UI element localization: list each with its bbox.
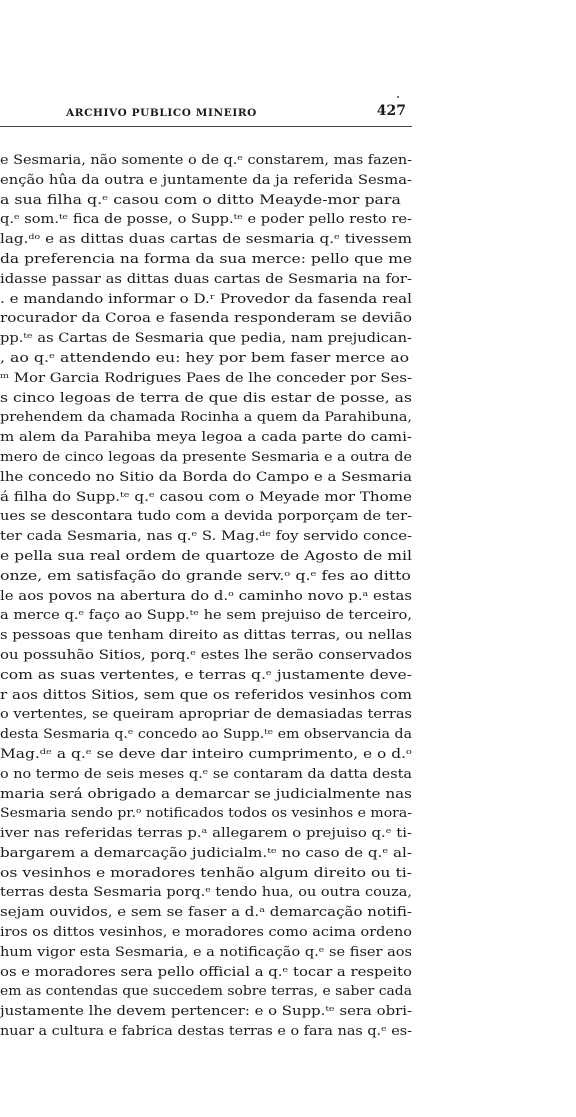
text-line: justamente lhe devem pertencer: e o Supp.ᵗᵉ sera obri-	[0, 1003, 412, 1019]
text-line: ᵐ Mor Garcia Rodrigues Paes de lhe conceder por Ses-	[0, 369, 412, 385]
text-line: terras desta Sesmaria porq.ᵉ tendo hua, ou outra couza,	[0, 884, 412, 900]
text-line: bargarem a demarcação judicialm.ᵗᵉ no caso de q.ᵉ al-	[0, 844, 412, 860]
text-line: ter cada Sesmaria, nas q.ᵉ S. Mag.ᵈᵉ foy servido conce-	[0, 528, 412, 544]
text-line: e Sesmaria, não somente o de q.ᵉ constarem, mas fazen-	[0, 152, 412, 167]
body-text	[0, 150, 412, 1041]
text-line: o no termo de seis meses q.ᵉ se contaram da datta desta	[0, 765, 412, 781]
text-line: enção hûa da outra e juntamente da ja referida Sesma-	[0, 171, 412, 187]
text-line: prehendem da chamada Rocinha a quem da Parahibuna,	[0, 409, 412, 425]
text-line: idasse passar as dittas duas cartas de Sesmaria na for-	[0, 270, 412, 286]
text-line: rocurador da Coroa e fasenda responderam se devião	[0, 310, 412, 326]
text-line: Sesmaria sendo pr.ᵒ notificados todos os vesinhos e mora-	[0, 805, 412, 821]
text-line: . e mandando informar o D.ʳ Provedor da fasenda real	[0, 290, 412, 306]
text-line: á filha do Supp.ᵗᵉ q.ᵉ casou com o Meyade mor Thome	[0, 488, 412, 504]
text-line: hum vigor esta Sesmaria, e a notificação q.ᵉ se fiser aos	[0, 943, 412, 959]
text-line: lag.ᵈᵒ e as dittas duas cartas de sesmaria q.ᵉ tivessem	[0, 231, 412, 247]
running-header	[0, 103, 576, 127]
text-line: ou possuhão Sitios, porq.ᵉ estes lhe serão conservados	[0, 646, 412, 662]
text-line: sejam ouvidos, e sem se faser a d.ᵃ demarcação notifi-	[0, 904, 412, 920]
text-line: s cinco legoas de terra de que dis estar de posse, as	[0, 389, 412, 405]
text-line: mero de cinco legoas da presente Sesmaria e a outra de	[0, 448, 412, 464]
header-title: ARCHIVO PUBLICO MINEIRO	[66, 107, 257, 119]
text-line: q.ᵉ som.ᵗᵉ fica de posse, o Supp.ᵗᵉ e poder pello resto re-	[0, 211, 412, 227]
text-line: e pella sua real ordem de quartoze de Agosto de mil	[0, 547, 412, 563]
text-line: s pessoas que tenham direito as dittas terras, ou nellas	[0, 627, 412, 643]
text-line: maria será obrigado a demarcar se judicialmente nas	[0, 785, 412, 801]
text-line: a sua filha q.ᵉ casou com o ditto Meayde-mor para	[0, 191, 401, 207]
text-line: ues se descontara tudo com a devida porporçam de ter-	[0, 508, 412, 524]
text-line: nuar a cultura e fabrica destas terras e o fara nas q.ᵉ es-	[0, 1023, 412, 1039]
text-line: os vesinhos e moradores tenhão algum direito ou ti-	[0, 864, 412, 880]
text-line: iver nas referidas terras p.ᵃ allegarem o prejuiso q.ᵉ ti-	[0, 825, 412, 841]
text-line: o vertentes, se queiram apropriar de demasiadas terras	[0, 706, 412, 722]
text-line: a merce q.ᵉ faço ao Supp.ᵗᵉ he sem prejuiso de terceiro,	[0, 607, 412, 623]
text-line: le aos povos na abertura do d.ᵒ caminho novo p.ᵃ estas	[0, 587, 412, 603]
scan-speck	[397, 96, 399, 98]
text-line: lhe concedo no Sitio da Borda do Campo e a Sesmaria	[0, 468, 412, 484]
page-number: 427	[376, 103, 406, 119]
text-line: , ao q.ᵉ attendendo eu: hey por bem faser merce ao	[0, 349, 410, 365]
text-line: com as suas vertentes, e terras q.ᵉ justamente deve-	[0, 666, 412, 682]
text-line: os e moradores sera pello official a q.ᵉ tocar a respeito	[0, 963, 412, 979]
text-line: Mag.ᵈᵉ a q.ᵉ se deve dar inteiro cumprimento, e o d.ᵒ	[0, 745, 412, 761]
header-rule	[0, 126, 412, 127]
text-line: em as contendas que succedem sobre terras, e saber cada	[0, 983, 412, 999]
text-line: m alem da Parahiba meya legoa a cada parte do cami-	[0, 429, 412, 445]
text-line: onze, em satisfação do grande serv.ᵒ q.ᵉ fes ao ditto	[0, 567, 411, 583]
text-line: desta Sesmaria q.ᵉ concedo ao Supp.ᵗᵉ em observancia da	[0, 726, 412, 742]
text-line: pp.ᵗᵉ as Cartas de Sesmaria que pedia, nam prejudican-	[0, 330, 412, 346]
text-line: iros os dittos vesinhos, e moradores como acima ordeno	[0, 924, 412, 940]
text-line: da preferencia na forma da sua merce: pello que me	[0, 250, 412, 266]
text-line: r aos dittos Sitios, sem que os referidos vesinhos com	[0, 686, 412, 702]
